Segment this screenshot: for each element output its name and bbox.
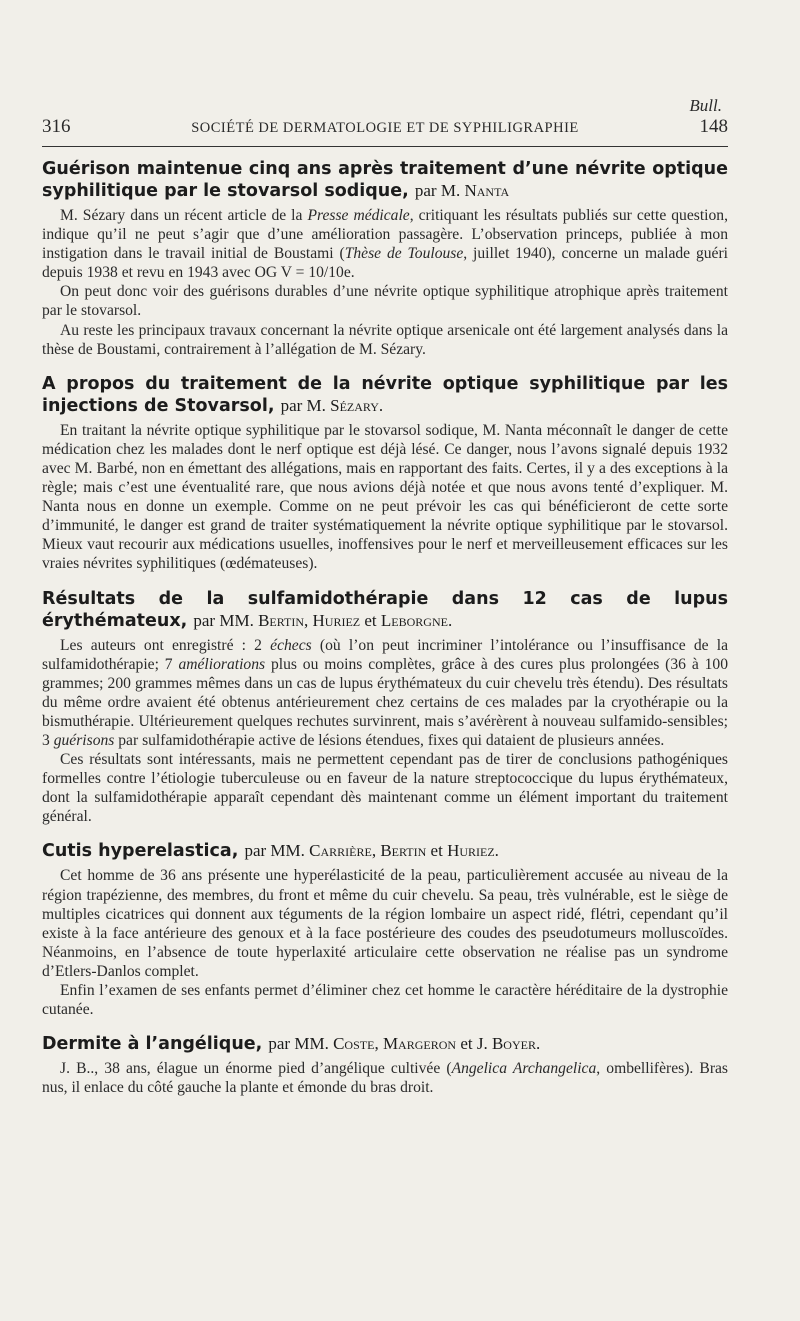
author-name: Leborgne.	[380, 610, 453, 630]
paragraph: Ces résultats sont intéressants, mais ne permettent cependant pas de tirer de conclusions pathogéniques formelles contre l’étiologie tuberculeuse ou en faveur de la nature streptococcique du lupus érythémateux, dont la sulfamidothérapie apparaît cependant dès maintenant comme un élément important du traitement général.	[42, 751, 728, 826]
author-name: Margeron	[382, 1034, 457, 1054]
page-number: 316	[42, 116, 71, 137]
section-title	[42, 840, 728, 862]
section-title	[42, 158, 728, 202]
running-head	[42, 116, 728, 140]
section-author	[281, 396, 384, 415]
header-rule	[42, 146, 728, 147]
paragraph: M. Sézary dans un récent article de la Presse médicale, critiquant les résultats publiés sur cette question, indique qu’il ne peut s’agir que d’une amélioration passagère. L’observation princeps, publiée à mon instigation dans le travail initial de Boustami (Thèse de Toulouse, juillet 1940), concerne un malade guéri depuis 1938 et revu en 1943 avec OG V = 10/10e.	[42, 207, 728, 282]
paragraph: J. B.., 38 ans, élague un énorme pied d’angélique cultivée (Angelica Archangelica, ombellifères). Bras nus, il enlace du côté gauche la plante et émonde du bras droit.	[42, 1060, 728, 1097]
author-prefix: par M.	[414, 181, 461, 200]
author-name: Nanta	[464, 181, 510, 200]
author-name: Bertin	[380, 841, 427, 861]
section-author: par MM. Bertin, Huriez et Leborgne.	[193, 610, 453, 630]
paragraph: Les auteurs ont enregistré : 2 échecs (où l’on peut incriminer l’intolérance ou l’insuffisance de la sulfamidothérapie; 7 améliorations plus ou moins complètes, grâce à des cures plus prolongées (36 à 100 grammes; 200 grammes mêmes dans un cas de lupus érythémateux du cuir chevelu très étendu). Des résultats du même ordre avaient été obtenus antérieurement chez certains de ces malades par la cryothérapie ou la bismuthérapie. Ultérieurement quelques rechutes survinrent, mais s’avérèrent à nouveau sulfamido-sensibles; 3 guérisons par sulfamidothérapie active de lésions étendues, fixes qui dataient de plusieurs années.	[42, 636, 729, 749]
author-name: Huriez	[312, 610, 361, 630]
author-name: Coste	[333, 1034, 375, 1054]
section-title	[42, 373, 728, 417]
paragraph: Enfin l’examen de ses enfants permet d’éliminer chez cet homme le caractère héréditaire de la dystrophie cutanée.	[42, 982, 728, 1019]
author-prefix: par MM.	[244, 841, 305, 861]
section-title-text: A propos du traitement de la névrite optique syphilitique par les injections de Stovarsol,	[42, 373, 728, 416]
section-title	[42, 588, 728, 632]
author-name: Huriez.	[447, 841, 499, 861]
paragraph: En traitant la névrite optique syphilitique par le stovarsol sodique, M. Nanta méconnaît le danger de cette médication chez les malades dont le nerf optique est déjà lésé. Ce danger, nous l’avons signalé depuis 1932 avec M. Barbé, non en émettant des allégations, mais en rapportant des faits. Certes, il y a des exceptions à la règle; mais c’est une éventualité rare, que nous avions déjà notée et que nous avons tenté d’expliquer. M. Nanta nous en donne un exemple. Comme on ne peut prévoir les cas qui bénéficieront de cette sorte d’immunité, le danger est grand de traiter systématiquement la névrite optique syphilitique par le stovarsol. Mieux vaut recourir aux médications usuelles, inoffensives pour le nerf et merveilleusement efficaces sur les vraies névrites syphilitiques (œdémateuses).	[42, 421, 728, 573]
paragraph: Cet homme de 36 ans présente une hyperélasticité de la peau, particulièrement accusée au niveau de la région trapézienne, des membres, du front et même du cuir chevelu. Sa peau, très vulnérable, est le siège de multiples cicatrices qui donnent aux téguments de la région lombaire un aspect ridé, flétri, cependant qu’il existe à la face antérieure des genoux et à la face postérieure des coudes des pseudotumeurs molluscoïdes. Néanmoins, en l’absence de toute hyperlaxité articulaire cette observation ne réalise pas un syndrome d’Etlers-Danlos complet.	[42, 867, 728, 980]
section-title-text: Résultats de la sulfamidothérapie dans 12 cas de lupus érythémateux,	[42, 588, 728, 631]
paragraph: On peut donc voir des guérisons durables d’une névrite optique syphilitique atrophique après traitement par le stovarsol.	[42, 283, 728, 320]
author-name: Carrière	[309, 841, 372, 861]
author-prefix: par MM.	[193, 610, 254, 630]
author-name: Sézary.	[330, 395, 384, 415]
section-title-text: Cutis hyperelastica,	[42, 841, 239, 862]
bull-label: Bull.	[689, 96, 722, 115]
section-author	[415, 181, 509, 200]
author-name: Bertin	[258, 610, 305, 630]
section-title	[42, 1033, 728, 1055]
section-author: par MM. Coste, Margeron et J. Boyer.	[268, 1034, 541, 1054]
section-title-text: Guérison maintenue cinq ans après traitement d’une névrite optique syphilitique par le stovarsol sodique,	[42, 159, 728, 201]
author-prefix: par MM.	[268, 1034, 329, 1054]
author-prefix: par M.	[280, 395, 326, 415]
paragraph: Au reste les principaux travaux concernant la névrite optique arsenicale ont été largement analysés dans la thèse de Boustami, contrairement à l’allégation de M. Sézary.	[42, 321, 728, 358]
journal-title: SOCIÉTÉ DE DERMATOLOGIE ET DE SYPHILIGRAPHIE	[191, 120, 579, 136]
issue-number: 148	[699, 116, 728, 137]
section-title-text: Dermite à l’angélique,	[42, 1034, 263, 1055]
article-body	[42, 158, 728, 1097]
section-author: par MM. Carrière, Bertin et Huriez.	[244, 841, 499, 861]
author-name: J. Boyer.	[476, 1034, 541, 1054]
